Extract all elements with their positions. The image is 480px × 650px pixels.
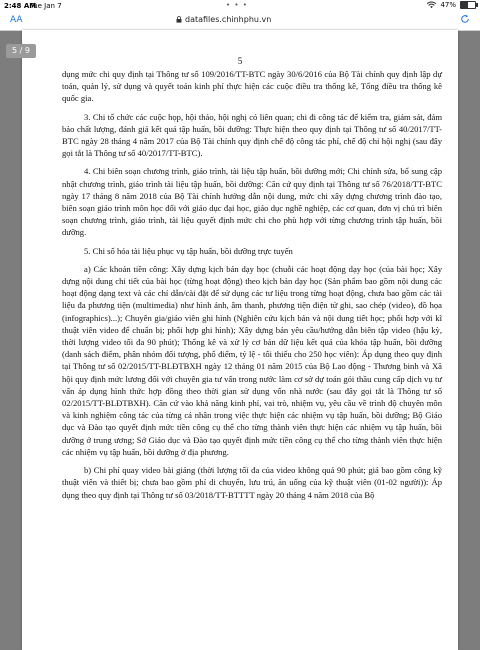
url-text: datafiles.chinhphu.vn xyxy=(185,15,272,24)
status-right xyxy=(427,1,476,9)
status-date: Tue Jan 7 xyxy=(30,2,62,10)
paragraph-item-4: 4. Chi biên soạn chương trình, giáo trình, tài liệu tập huấn, bồi dưỡng mới; Chi chỉnh sửa, bổ sung cập nhật chương trình, giáo trình tài liệu tập huấn, bồi dưỡng: Căn cứ quy định tại Thông tư số 76/2018/TT-BTC ngày 17 tháng 8 năm 2018 của Bộ Tài chính hướng dẫn nội dung, mức chi xây dựng chương trình đào tạo, biên soạn giáo trình môn học đối với giáo dục đại học, giáo dục nghề nghiệp, các cơ quan, đơn vị chủ trì biên soạn chương trình, giáo trình, tài liệu quyết định mức chi cho phù hợp với từng chương trình tập huấn, bồi dưỡng. xyxy=(62,166,442,238)
document-body xyxy=(62,68,442,501)
url-field[interactable] xyxy=(176,15,271,24)
page-indicator: 5 / 9 xyxy=(6,44,36,58)
paragraph-item-5b: b) Chi phí quay video bài giảng (thời lượng tối đa của video không quá 90 phút; giá bao gồm công kỹ thuật viên và thiết bị; chưa bao gồm phí di chuyển, lưu trú, ăn uống của kỹ thuật viên (01-02 người)): Áp dụng theo quy định tại Thông tư số 03/2018/TT-BTTTT ngày 20 tháng 4 năm 2018 của Bộ xyxy=(62,465,442,500)
battery-percent: 47% xyxy=(440,1,456,9)
paragraph-item-5: 5. Chi số hóa tài liệu phục vụ tập huấn, bồi dưỡng trực tuyến xyxy=(84,245,293,256)
paragraph-continuation: dụng mức chi quy định tại Thông tư số 109/2016/TT-BTC ngày 30/6/2016 của Bộ Tài chính quy định lập dự toán, quản lý, sử dụng và quyết toán kinh phí thực hiện các cuộc điều tra thống kê, Tổng điều tra thống kê quốc gia. xyxy=(62,69,442,104)
reload-icon[interactable] xyxy=(460,14,470,24)
page-number: 5 xyxy=(237,56,243,66)
multitasking-dots[interactable]: • • • xyxy=(226,1,248,9)
paragraph-item-3: 3. Chi tổ chức các cuộc họp, hội thảo, hội nghị có liên quan; chi đi công tác để kiểm tra, giám sát, đảm bảo chất lượng, đánh giá kết quả tập huấn, bồi dưỡng: Thực hiện theo quy định tại Thông tư số 40/2017/TT-BTC ngày 28 tháng 4 năm 2017 của Bộ Tài chính quy định chế độ công tác phí, chế độ chi hội nghị (sau đây gọi tắt là Thông tư số 40/2017/TT-BTC). xyxy=(62,111,442,159)
document-page[interactable] xyxy=(22,30,458,650)
paragraph-item-5a: a) Các khoản tiền công: Xây dựng kịch bản dạy học (chuỗi các hoạt động dạy học (của bài học; Xây dựng nội dung chi tiết của bài học (từng hoạt động) theo kịch bản dạy học (Sản phẩm bao gồm nội dung các hoạt động dạng text và các chỉ dẫn/cài đặt để sử dụng các tư liệu trong từng hoạt động, chưa bao gồm các tài liệu đa phương tiện (multimedia) như hình ảnh, âm thanh, phương tiện điện tử ghi, sao chép (video), đồ họa (infographics)...); Chuyên gia/giáo viên ghi hình (Nghiên cứu kịch bản và nội dung tiết học; phối hợp với kĩ thuật viên video để chuẩn bị; phối hợp ghi hình); Xây dựng bản yêu cầu/hướng dẫn biên tập video (hậu kỳ, thời lượng video tối đa 90 phút); Thống kê và xử lý cơ bản dữ liệu kết quả của khóa tập huấn, bồi dưỡng (danh sách điểm, phân nhóm đối tượng, phổ điểm, tỷ lệ - tối thiểu cho 250 học viên): Áp dụng theo quy định tại Thông tư số 02/2015/TT-BLĐTBXH ngày 12 tháng 01 năm 2015 của Bộ Lao động - Thương binh và Xã hội quy định mức lương đối với chuyên gia tư vấn trong nước làm cơ sở dự toán gói thầu cung cấp dịch vụ tư vấn áp dụng hình thức hợp đồng theo thời gian sử dụng vốn nhà nước (sau đây gọi tắt là Thông tư số 02/2015/TT-BLĐTBXH). Căn cứ vào khả năng kinh phí, vai trò, nhiệm vụ, yêu cầu về trình độ chuyên môn và kinh nghiệm công tác của từng cá nhân trong việc thực hiện các nhiệm vụ tập huấn, bồi dưỡng; Bộ Giáo dục và Đào tạo quyết định mức tiền công cụ thể cho từng thành viên thực hiện các nhiệm vụ tập huấn, bồi dưỡng ở trung ương; Sở Giáo dục và Đào tạo quyết định mức tiền công cụ thể cho từng thành viên thực hiện các nhiệm vụ tập huấn, bồi dưỡng ở địa phương. xyxy=(62,263,442,457)
browser-address-bar[interactable] xyxy=(0,12,480,31)
battery-icon xyxy=(460,1,476,9)
lock-icon xyxy=(176,16,182,23)
status-time: 2:48 AM xyxy=(4,2,37,10)
status-bar xyxy=(0,0,480,12)
reader-settings-button[interactable]: AA xyxy=(10,15,23,25)
wifi-icon xyxy=(427,1,436,9)
